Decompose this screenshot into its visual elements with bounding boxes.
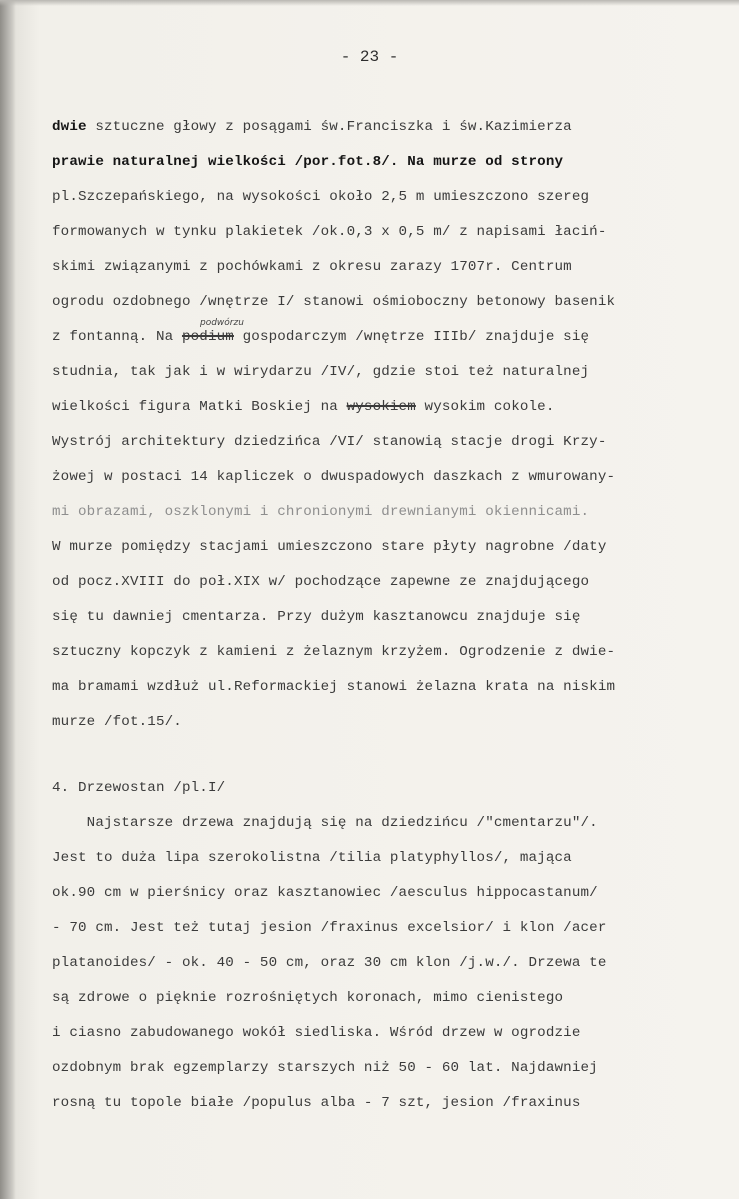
text-line-27: rosną tu topole białe /populus alba - 7 szt, jesion /fraxinus: [52, 1095, 581, 1111]
page-number: - 23 -: [340, 48, 399, 66]
text-line-22: - 70 cm. Jest też tutaj jesion /fraxinus excelsior/ i klon /acer: [52, 920, 607, 936]
text-line-24: są zdrowe o pięknie rozrośniętych koronach, mimo cienistego: [52, 990, 564, 1006]
text-line-17: ma bramami wzdłuż ul.Reformackiej stanowi żelazna krata na niskim: [52, 679, 616, 695]
text-line-16: sztuczny kopczyk z kamieni z żelaznym krzyżem. Ogrodzenie z dwie-: [52, 644, 616, 660]
text-line-1: dwie sztuczne głowy z posągami św.Franciszka i św.Kazimierza: [52, 119, 572, 135]
handwritten-correction: podwórzu: [200, 318, 244, 328]
text-line-19: Najstarsze drzewa znajdują się na dziedzińcu /"cmentarzu"/.: [52, 815, 598, 831]
text-line-11: żowej w postaci 14 kapliczek o dwuspadowych daszkach z wmurowany-: [52, 469, 616, 485]
scan-shadow-edge: [0, 0, 16, 1199]
text-line-9: wielkości figura Matki Boskiej na wysokiem wysokim cokole.: [52, 399, 555, 415]
text-line-14: od pocz.XVIII do poł.XIX w/ pochodzące zapewne ze znajdującego: [52, 574, 590, 590]
text-line-2: prawie naturalnej wielkości /por.fot.8/. Na murze od strony: [52, 154, 564, 170]
text-line-15: się tu dawniej cmentarza. Przy dużym kasztanowcu znajduje się: [52, 609, 581, 625]
text-line-13: W murze pomiędzy stacjami umieszczono stare płyty nagrobne /daty: [52, 539, 607, 555]
text-line-23: platanoides/ - ok. 40 - 50 cm, oraz 30 cm klon /j.w./. Drzewa te: [52, 955, 607, 971]
text-line-21: ok.90 cm w pierśnicy oraz kasztanowiec /aesculus hippocastanum/: [52, 885, 598, 901]
text-line-6: ogrodu ozdobnego /wnętrze I/ stanowi ośmioboczny betonowy basenik: [52, 294, 616, 310]
text-line-10: Wystrój architektury dziedzińca /VI/ stanowią stacje drogi Krzy-: [52, 434, 607, 450]
scan-top-edge: [0, 0, 739, 6]
text-line-4: formowanych w tynku plakietek /ok.0,3 x 0,5 m/ z napisami łaciń-: [52, 224, 607, 240]
text-line-20: Jest to duża lipa szerokolistna /tilia platyphyllos/, mająca: [52, 850, 572, 866]
text-line-26: ozdobnym brak egzemplarzy starszych niż 50 - 60 lat. Najdawniej: [52, 1060, 598, 1076]
text-line-3: pl.Szczepańskiego, na wysokości około 2,5 m umieszczono szereg: [52, 189, 590, 205]
text-line-5: skimi związanymi z pochówkami z okresu zarazy 1707r. Centrum: [52, 259, 572, 275]
text-line-12: mi obrazami, oszklonymi i chronionymi drewnianymi okiennicami.: [52, 504, 590, 520]
text-line-25: i ciasno zabudowanego wokół siedliska. Wśród drzew w ogrodzie: [52, 1025, 581, 1041]
text-line-8: studnia, tak jak i w wirydarzu /IV/, gdzie stoi też naturalnej: [52, 364, 590, 380]
text-line-7: z fontanną. Na podium gospodarczym /wnętrze IIIb/ znajduje się: [52, 329, 590, 345]
section-heading: 4. Drzewostan /pl.I/: [52, 780, 226, 796]
text-line-18: murze /fot.15/.: [52, 714, 182, 730]
